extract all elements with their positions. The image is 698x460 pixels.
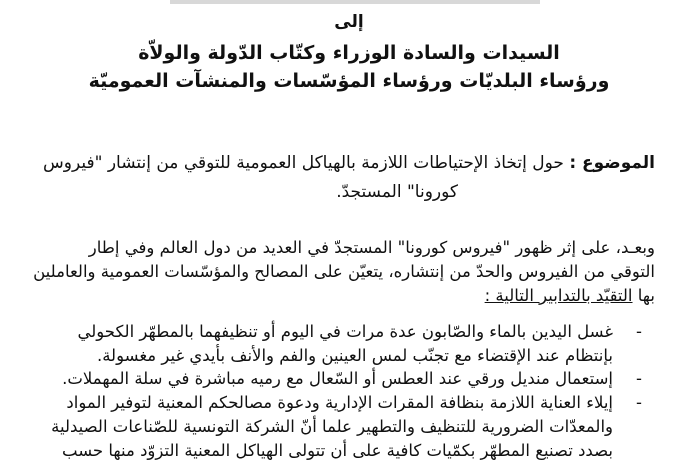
top-rule [170,0,540,4]
recipients-line-1: السيدات والسادة الوزراء وكتّاب الدّولة والولاّة [138,42,560,64]
intro-line-2: التوقي من الفيروس والحدّ من إنتشاره، يتعيّن على المصالح والمؤسّسات العمومية والعاملين [33,262,655,281]
bullet-3-line-2: والمعدّات الضرورية للتنظيف والتطهير علما أنّ الشركة التونسية للصّناعات الصيدلية [51,417,613,436]
bullet-dash-2: - [636,369,642,388]
intro-line-3-underlined: التقيّد بالتدابير التالية : [484,286,633,305]
bullet-2-line-1: إستعمال منديل ورقي عند العطس أو السّعال مع رميه مباشرة في سلة المهملات. [62,369,613,388]
intro-line-3-prefix: بها [637,286,655,305]
intro-line-3 [35,286,655,305]
subject-line-1 [35,153,655,173]
bullet-3-line-3: بصدد تصنيع المطهّر بكمّيات كافية على أن تتولى الهياكل المعنية التزوّد منها حسب [62,441,613,460]
bullet-dash-1: - [636,322,642,341]
bullet-1-line-2: بإنتظام عند الإقتضاء مع تجنّب لمس العينين والفم والأنف بأيدي غير مغسولة. [96,346,613,365]
to-label: إلى [334,12,364,32]
bullet-3-line-1: إيلاء العناية اللازمة بنظافة المقرات الإدارية ودعوة مصالحكم المعنية لتوفير المواد [66,393,613,412]
bullet-dash-3: - [636,393,642,412]
subject-text-1: حول إتخاذ الإحتياطات اللازمة بالهياكل العمومية للتوقي من إنتشار "فيروس [43,153,564,173]
subject-label: الموضوع : [569,153,655,173]
subject-line-2: كورونا" المستجدّ. [336,182,458,202]
bullet-1-line-1: غسل اليدين بالماء والصّابون عدة مرات في اليوم أو تنظيفهما بالمطهّر الكحولي [77,322,613,341]
recipients-line-2: ورؤساء البلديّات ورؤساء المؤسّسات والمنشآت العموميّة [88,70,610,92]
intro-line-1: وبعـد، على إثر ظهور "فيروس كورونا" المستجدّ في العديد من دول العالم وفي إطار [88,238,655,257]
